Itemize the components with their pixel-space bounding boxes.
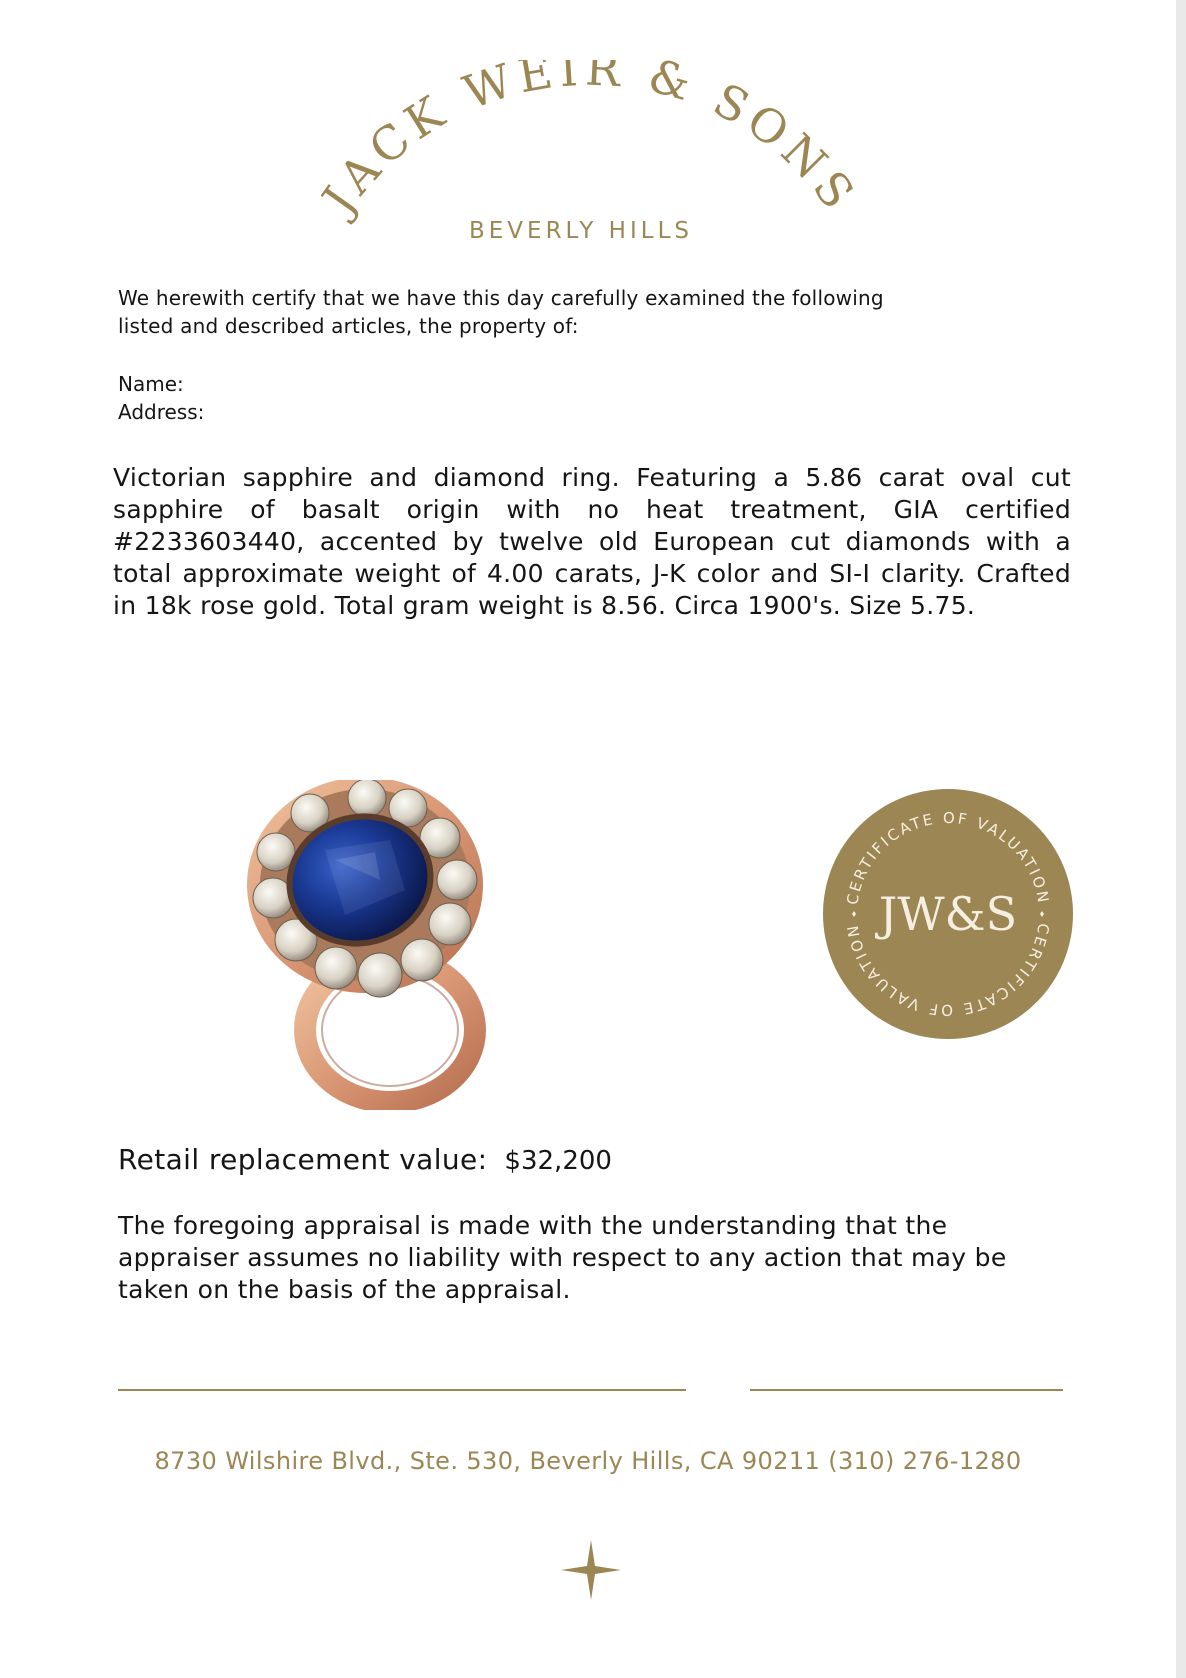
retail-value [118, 1140, 612, 1181]
owner-block [118, 370, 204, 426]
four-point-star-icon [561, 1540, 621, 1600]
appraisal-disclaimer: The foregoing appraisal is made with the understanding that the appraiser assumes no liability with respect to any action that may be taken on the basis of the appraisal. [118, 1211, 1007, 1304]
seal-ring-text-top: CERTIFICATE OF VALUATION [843, 808, 1053, 907]
certification-statement: We herewith certify that we have this day carefully examined the following listed and described articles, the property of: [118, 286, 884, 338]
signature-line-left [118, 1389, 686, 1391]
brand-logo-mark [0, 60, 1176, 260]
brand-name: JACK WEIR & SONS [311, 60, 869, 224]
seal-monogram: JW&S [878, 887, 1018, 941]
owner-address-label: Address: [118, 400, 205, 424]
sapphire-ring-image [240, 780, 510, 1110]
retail-value-label: Retail replacement value: [118, 1143, 488, 1176]
brand-logo [0, 60, 1176, 260]
item-description: Victorian sapphire and diamond ring. Featuring a 5.86 carat oval cut sapphire of basalt origin with no heat treatment, GIA certified #2233603440, accented by twelve old European cut diamonds with a total approximate weight of 4.00 carats, J-K color and SI-I clarity. Crafted in 18k rose gold. Total gram weight is 8.56. Circa 1900's. Size 5.75. [113, 463, 1071, 620]
retail-value-amount: $32,200 [504, 1146, 612, 1176]
brand-location: BEVERLY HILLS [469, 218, 693, 244]
footer-address: 8730 Wilshire Blvd., Ste. 530, Beverly Hills, CA 90211 (310) 276-1280 [154, 1447, 1022, 1475]
owner-name-label: Name: [118, 372, 184, 396]
signature-line-right [750, 1389, 1063, 1391]
seal-ring-text-bottom: CERTIFICATE OF VALUATION [843, 921, 1053, 1020]
certificate-seal [822, 788, 1074, 1040]
